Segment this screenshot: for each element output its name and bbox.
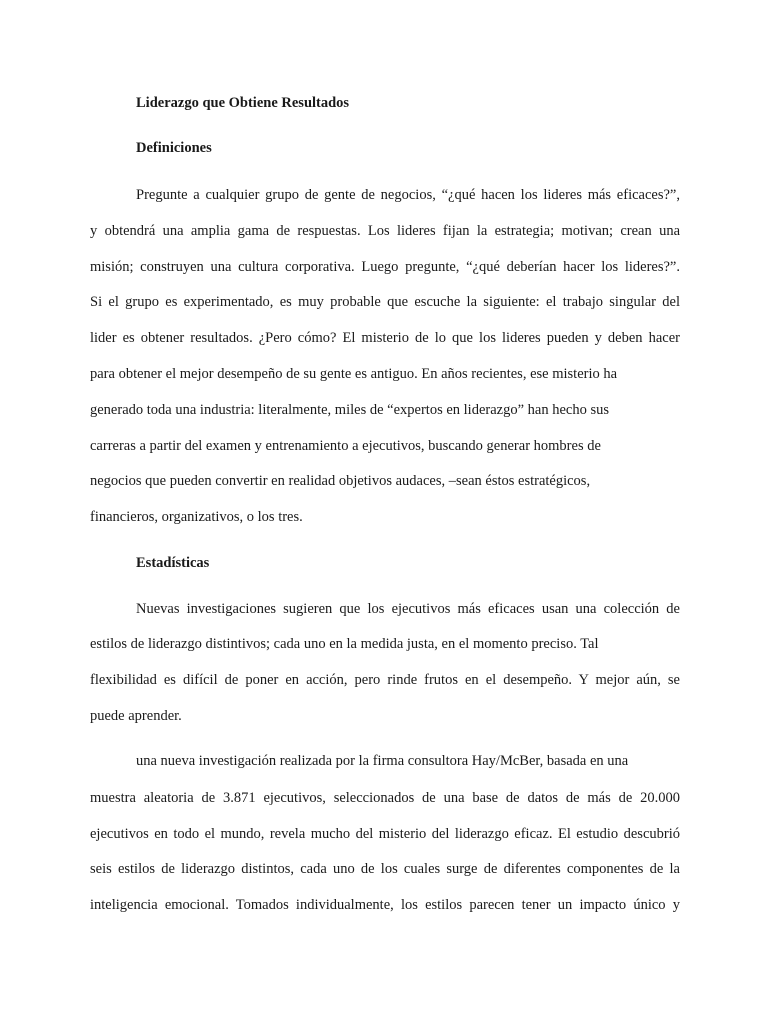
paragraph-line: misión; construyen una cultura corporativa. Luego pregunte, “¿qué deberían hacer los lideres?”. xyxy=(90,259,680,275)
section-heading-definiciones: Definiciones xyxy=(136,140,212,156)
paragraph-line: financieros, organizativos, o los tres. xyxy=(90,509,303,525)
paragraph-line: carreras a partir del examen y entrenamiento a ejecutivos, buscando generar hombres de xyxy=(90,438,601,454)
paragraph-line: para obtener el mejor desempeño de su gente es antiguo. En años recientes, ese misterio ha xyxy=(90,366,618,382)
paragraph-line: lider es obtener resultados. ¿Pero cómo? El misterio de lo que los lideres pueden y deben hacer xyxy=(90,330,680,346)
paragraph-line: ejecutivos en todo el mundo, revela mucho del misterio del liderazgo eficaz. El estudio descubrió xyxy=(90,826,680,842)
paragraph-line: muestra aleatoria de 3.871 ejecutivos, seleccionados de una base de datos de más de 20.000 xyxy=(90,790,680,806)
document-title: Liderazgo que Obtiene Resultados xyxy=(136,95,350,111)
paragraph-line: y obtendrá una amplia gama de respuestas. Los lideres fijan la estrategia; motivan; crean una xyxy=(90,223,680,239)
paragraph-line: Si el grupo es experimentado, es muy probable que escuche la siguiente: el trabajo singular del xyxy=(90,294,680,310)
paragraph-line: una nueva investigación realizada por la firma consultora Hay/McBer, basada en una xyxy=(136,753,629,769)
paragraph-line: inteligencia emocional. Tomados individualmente, los estilos parecen tener un impacto único y xyxy=(90,897,680,913)
paragraph-line: puede aprender. xyxy=(90,708,182,724)
paragraph-line: negocios que pueden convertir en realidad objetivos audaces, –sean éstos estratégicos, xyxy=(90,473,591,489)
section-heading-estadisticas: Estadísticas xyxy=(136,555,210,571)
paragraph-line: generado toda una industria: literalmente, miles de “expertos en liderazgo” han hecho sus xyxy=(90,402,609,418)
paragraph-line: Nuevas investigaciones sugieren que los ejecutivos más eficaces usan una colección de xyxy=(136,601,680,617)
paragraph-line: estilos de liderazgo distintivos; cada uno en la medida justa, en el momento preciso. Tal xyxy=(90,636,599,652)
paragraph-line: Pregunte a cualquier grupo de gente de negocios, “¿qué hacen los lideres más eficaces?”, xyxy=(136,187,680,203)
paragraph-line: flexibilidad es difícil de poner en acción, pero rinde frutos en el desempeño. Y mejor aún, se xyxy=(90,672,680,688)
paragraph-line: seis estilos de liderazgo distintos, cada uno de los cuales surge de diferentes componentes de la xyxy=(90,861,680,877)
